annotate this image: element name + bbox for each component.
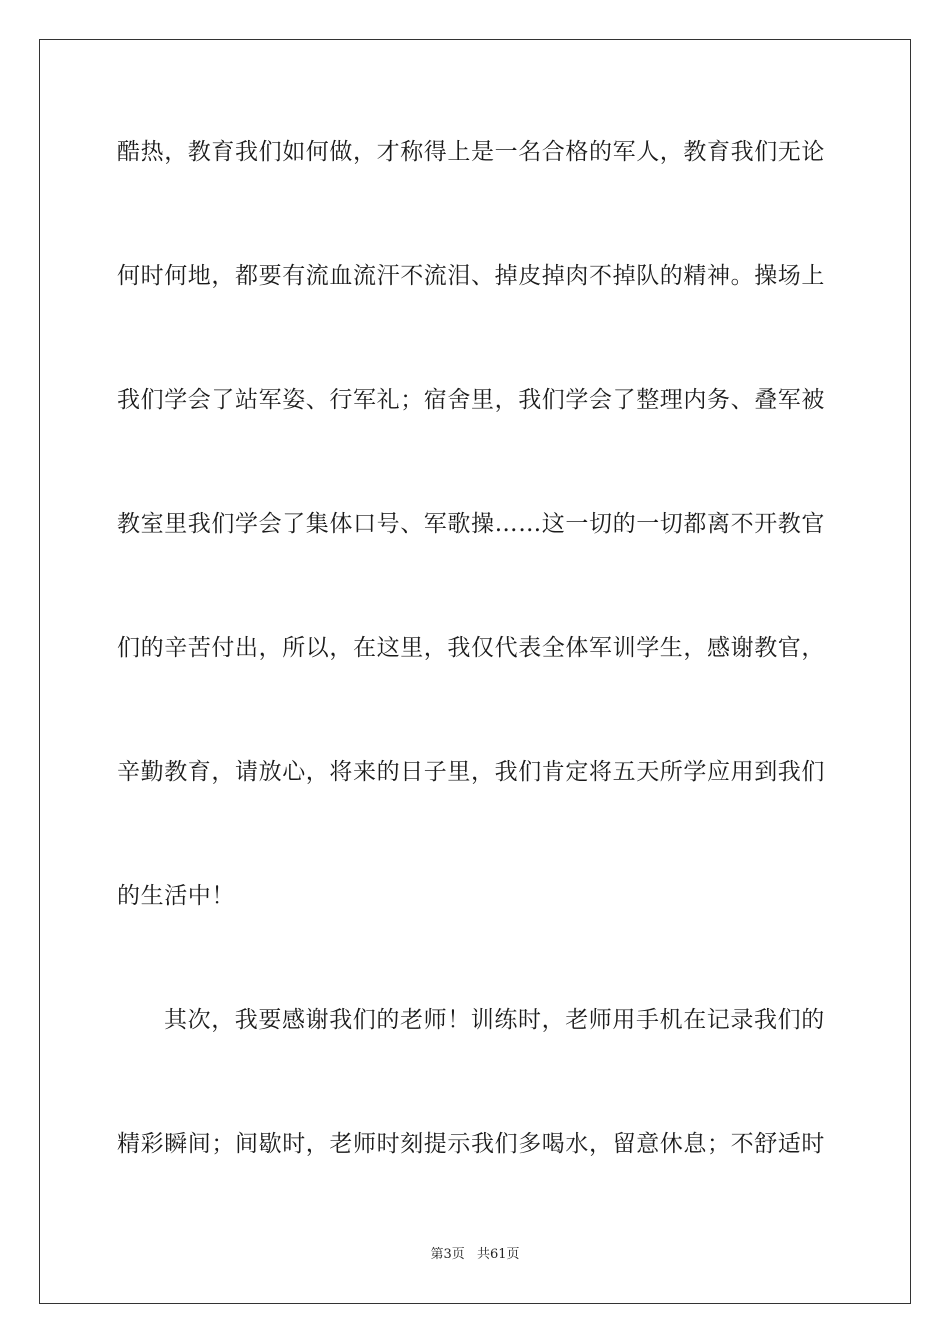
body-line: 精彩瞬间；间歇时，老师时刻提示我们多喝水，留意休息；不舒适时 <box>117 1131 825 1157</box>
body-line: 酷热，教育我们如何做，才称得上是一名合格的军人，教育我们无论 <box>117 139 825 165</box>
body-line: 我们学会了站军姿、行军礼；宿舍里，我们学会了整理内务、叠军被 <box>117 387 825 413</box>
body-line: 其次，我要感谢我们的老师！训练时，老师用手机在记录我们的 <box>164 1007 825 1033</box>
page-total: 共61页 <box>476 1247 520 1262</box>
body-line: 辛勤教育，请放心，将来的日子里，我们肯定将五天所学应用到我们 <box>117 759 825 785</box>
page-footer <box>0 1245 950 1265</box>
page-border <box>39 39 911 1304</box>
body-line: 教室里我们学会了集体口号、军歌操……这一切的一切都离不开教官 <box>117 511 825 537</box>
body-line: 们的辛苦付出，所以，在这里，我仅代表全体军训学生，感谢教官， <box>117 635 825 661</box>
page-number: 第3页 <box>430 1247 465 1262</box>
body-line: 的生活中！ <box>117 883 235 909</box>
body-line: 何时何地，都要有流血流汗不流泪、掉皮掉肉不掉队的精神。操场上 <box>117 263 825 289</box>
